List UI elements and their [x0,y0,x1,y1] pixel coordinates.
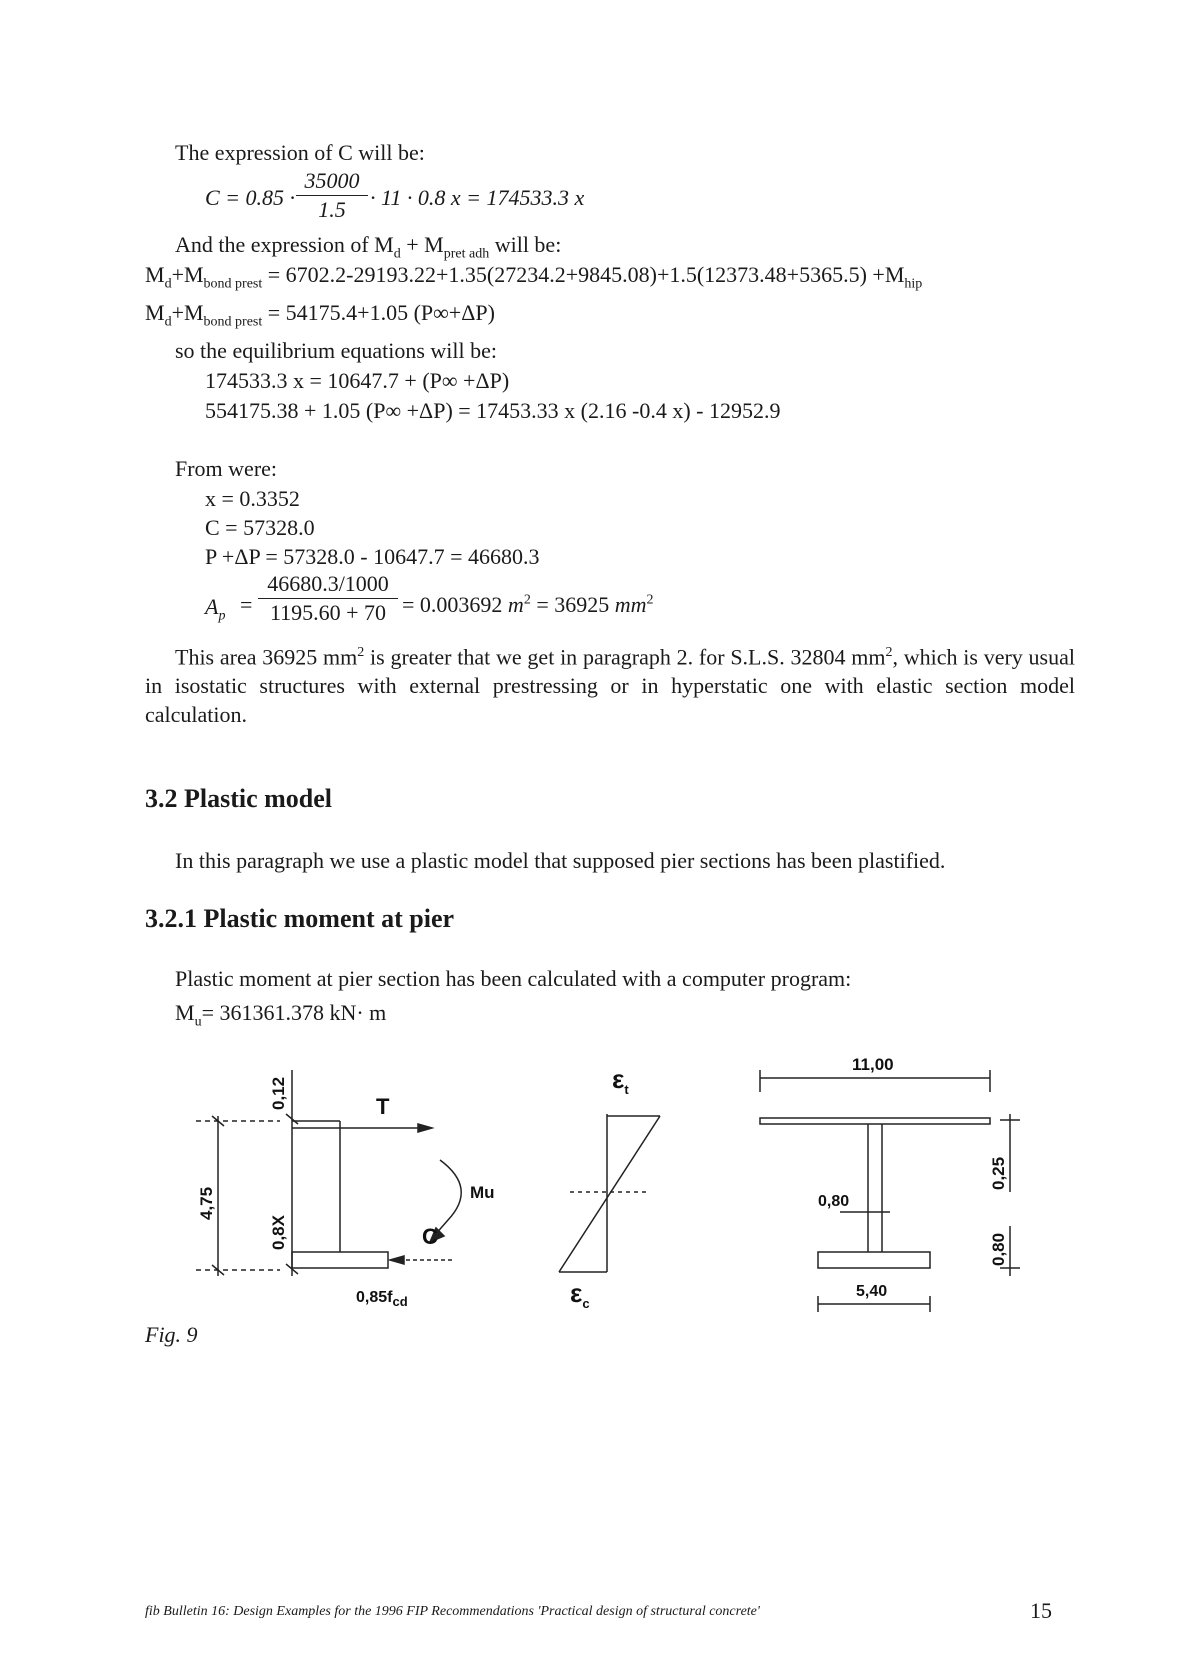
moment-arc [434,1160,461,1236]
dim-012-label: 0,12 [269,1076,288,1110]
md1-rhs: = 6702.2-29193.22+1.35(27234.2+9845.08)+1.5(12373.48+5365.5) +M [262,262,905,287]
label-T: T [376,1094,390,1119]
tension-arrowhead [418,1124,432,1132]
ap-num: 46680.3/1000 [267,571,389,596]
strain-diagonal [559,1116,660,1272]
label-fcd-b: cd [392,1294,408,1309]
md1-a: M [145,262,165,287]
bottom-flange [818,1252,930,1268]
eq-c-num: 35000 [304,168,360,193]
equilibrium-intro: so the equilibrium equations will be: [175,338,498,363]
section-3-2-text: In this paragraph we use a plastic model that supposed pier sections has been plastified. [175,848,946,873]
md1-rhs-sub: hip [904,276,923,292]
md1-b: +M [171,262,204,287]
md-equation-1 [145,262,922,297]
md-intro-sub2: pret adh [443,246,490,262]
eps-c-b: c [582,1296,590,1311]
ap-rhs1: = 0.003692 [402,592,508,617]
ap-sq: 2 [523,592,531,608]
ap-unit-mm: mm [614,592,647,617]
dim-08x-label: 0,8X [269,1215,288,1250]
ap-lhs-a: A [205,594,219,619]
ap-unit-m: m [507,592,524,617]
dim-080v-label: 0,80 [989,1232,1008,1266]
area-p1: This area 36925 mm [175,644,358,670]
md-equation-2 [145,300,495,335]
mu-sub: u [194,1014,202,1030]
md2-b-sub: bond prest [203,314,263,330]
dim-540-label: 5,40 [856,1283,888,1300]
ap-den: 1195.60 + 70 [269,600,387,625]
result-p: P +ΔP = 57328.0 - 10647.7 = 46680.3 [205,544,540,569]
result-x: x = 0.3352 [205,486,300,511]
dim-080h-label: 0,80 [818,1193,850,1210]
eq-c-den: 1.5 [318,197,346,222]
label-fcd [356,1289,408,1309]
section-heading-3-2: 3.2 Plastic model [145,784,333,813]
md2-b: +M [171,300,204,325]
mu-a: M [175,1000,195,1025]
eps-t-a: ε [612,1064,625,1094]
ap-fraction [258,571,398,626]
from-were: From were: [175,456,278,481]
area-s2: 2 [885,645,893,660]
result-c: C = 57328.0 [205,515,315,540]
md-intro-mid: + M [400,232,444,257]
md2-rhs: = 54175.4+1.05 (P∞+ΔP) [262,300,495,325]
area-p2: is greater that we get in paragraph 2. for S.L.S. 32804 mm [364,644,886,670]
label-C: C [422,1224,438,1249]
area-p3: , which is very usual in isostatic structures with external prestressing or in hyperstatic one with elastic section model calculation. [145,644,1075,728]
eq-c-rhs: · 11 · 0.8 x = 174533.3 x [370,185,585,210]
area-paragraph [145,638,1075,729]
ap-eq-sign: = [240,592,253,617]
md-intro-pre: And the expression of M [175,232,394,257]
footer-text: fib Bulletin 16: Design Examples for the 1996 FIP Recommendations 'Practical design of structural concrete' [145,1604,760,1619]
page-number: 15 [1030,1598,1052,1623]
section-heading-3-2-1: 3.2.1 Plastic moment at pier [145,904,455,933]
top-flange [760,1118,990,1124]
compression-arrowhead [390,1256,404,1264]
dim-025-label: 0,25 [989,1156,1008,1190]
eps-c-a: ε [570,1278,583,1308]
equilibrium-eq-2: 554175.38 + 1.05 (P∞ +ΔP) = 17453.33 x (2.16 -0.4 x) - 12952.9 [205,398,781,423]
ap-rhs2: = 36925 [530,592,615,617]
mu-b: = 361361.378 kN· m [201,1000,387,1025]
eq-c-lhs: C = 0.85 · [205,185,296,210]
ap-lhs [205,594,225,624]
area-s1: 2 [357,645,365,660]
md2-a-sub: d [164,314,172,330]
dim-475-label: 4,75 [197,1186,216,1220]
label-eps-c [570,1278,590,1311]
ap-sq2: 2 [646,592,654,608]
dim-1100-label: 11,00 [852,1055,894,1074]
compression-block [292,1252,388,1268]
label-Mu: Mu [470,1183,495,1202]
section-3-2-1-text: Plastic moment at pier section has been calculated with a computer program: [175,966,852,991]
eq-c-fraction [296,168,368,223]
md2-a: M [145,300,165,325]
intro-text: The expression of C will be: [175,140,425,165]
figure-caption: Fig. 9 [145,1322,198,1347]
ap-lhs-sub: p [218,608,226,624]
md-intro-sub1: d [393,246,401,262]
label-fcd-a: 0,85f [356,1289,393,1306]
md1-b-sub: bond prest [203,276,263,292]
mu-value [175,1000,386,1035]
ap-rhs [402,592,654,618]
md1-a-sub: d [164,276,172,292]
label-eps-t [612,1064,629,1097]
figure-9 [0,1040,1190,1320]
md-intro-post: will be: [489,232,562,257]
equilibrium-eq-1: 174533.3 x = 10647.7 + (P∞ +ΔP) [205,368,510,393]
eps-t-b: t [624,1082,629,1097]
